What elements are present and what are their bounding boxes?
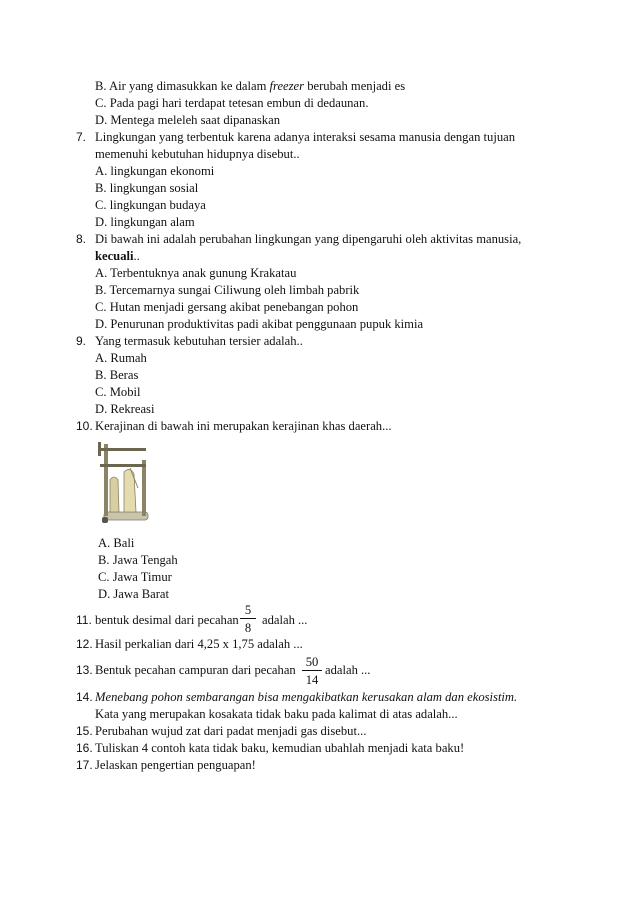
q17-number: 17. bbox=[76, 758, 93, 772]
q7-number: 7. bbox=[76, 130, 87, 144]
q11-denominator: 8 bbox=[244, 621, 252, 635]
q8-question-end: .. bbox=[133, 249, 140, 263]
q9-option-a: A. Rumah bbox=[95, 351, 147, 365]
q11-question: bentuk desimal dari pecahan bbox=[95, 613, 239, 627]
q6-option-b bbox=[95, 79, 405, 94]
q9-number: 9. bbox=[76, 334, 87, 348]
q15-number: 15. bbox=[76, 724, 93, 738]
q12-number: 12. bbox=[76, 637, 93, 651]
q6-option-b-text: B. Air yang dimasukkan ke dalam bbox=[95, 79, 270, 93]
q10-option-b: B. Jawa Tengah bbox=[98, 553, 178, 567]
q7-question-line1: Lingkungan yang terbentuk karena adanya interaksi sesama manusia dengan tujuan bbox=[95, 130, 515, 144]
angklung-pole-right bbox=[142, 460, 146, 516]
q16-number: 16. bbox=[76, 741, 93, 755]
q8-option-a: A. Terbentuknya anak gunung Krakatau bbox=[95, 266, 297, 280]
q15-question: Perubahan wujud zat dari padat menjadi gas disebut... bbox=[95, 724, 367, 738]
angklung-bar-top bbox=[100, 448, 146, 451]
q11-number: 11. bbox=[76, 613, 92, 627]
q16-question: Tuliskan 4 contoh kata tidak baku, kemudian ubahlah menjadi kata baku! bbox=[95, 741, 465, 755]
q7-option-c: C. lingkungan budaya bbox=[95, 198, 206, 212]
q13-denominator: 14 bbox=[305, 673, 319, 687]
q13-question-end: adalah ... bbox=[325, 663, 371, 677]
q17-question: Jelaskan pengertian penguapan! bbox=[95, 758, 256, 772]
q8-option-c: C. Hutan menjadi gersang akibat penebangan pohon bbox=[95, 300, 359, 314]
q11-numerator: 5 bbox=[244, 603, 252, 617]
q7-option-a: A. lingkungan ekonomi bbox=[95, 164, 215, 178]
q13-numerator: 50 bbox=[305, 655, 319, 669]
q13-question: Bentuk pecahan campuran dari pecahan bbox=[95, 663, 296, 677]
angklung-pole-left bbox=[104, 444, 108, 516]
q11-fraction-bar bbox=[240, 618, 256, 619]
q10-option-a: A. Bali bbox=[98, 536, 135, 550]
q10-question: Kerajinan di bawah ini merupakan kerajinan khas daerah... bbox=[95, 419, 392, 433]
angklung-base-end bbox=[102, 517, 108, 523]
q13-number: 13. bbox=[76, 663, 93, 677]
q9-option-b: B. Beras bbox=[95, 368, 139, 382]
q8-number: 8. bbox=[76, 232, 87, 246]
q8-kecuali: kecuali bbox=[95, 249, 134, 263]
q6-option-d: D. Mentega meleleh saat dipanaskan bbox=[95, 113, 280, 127]
q6-option-c: C. Pada pagi hari terdapat tetesan embun di dedaunan. bbox=[95, 96, 369, 110]
q7-option-d: D. lingkungan alam bbox=[95, 215, 195, 229]
q10-option-c: C. Jawa Timur bbox=[98, 570, 172, 584]
q8-option-d: D. Penurunan produktivitas padi akibat penggunaan pupuk kimia bbox=[95, 317, 424, 331]
q10-number: 10. bbox=[76, 419, 93, 433]
q9-option-c: C. Mobil bbox=[95, 385, 141, 399]
q9-question: Yang termasuk kebutuhan tersier adalah.. bbox=[95, 334, 303, 348]
q14-question: Kata yang merupakan kosakata tidak baku pada kalimat di atas adalah... bbox=[95, 707, 458, 721]
q14-sentence: Menebang pohon sembarangan bisa mengakibatkan kerusakan alam dan ekosistim. bbox=[95, 690, 518, 704]
angklung-image bbox=[94, 438, 154, 530]
q8-question-line1: Di bawah ini adalah perubahan lingkungan yang dipengaruhi oleh aktivitas manusia, bbox=[95, 232, 522, 246]
q7-option-b: B. lingkungan sosial bbox=[95, 181, 199, 195]
q10-option-d: D. Jawa Barat bbox=[98, 587, 169, 601]
angklung-tube-2 bbox=[124, 469, 136, 512]
angklung-bar-middle bbox=[100, 464, 146, 467]
angklung-base bbox=[104, 512, 148, 520]
angklung-tie bbox=[98, 442, 101, 456]
q14-number: 14. bbox=[76, 690, 93, 704]
q8-option-b: B. Tercemarnya sungai Ciliwung oleh limbah pabrik bbox=[95, 283, 360, 297]
q13-fraction-bar bbox=[302, 670, 322, 671]
angklung-tube-1 bbox=[110, 477, 119, 512]
q8-question-line2 bbox=[95, 249, 140, 264]
q6-option-b-text-end: berubah menjadi es bbox=[304, 79, 406, 93]
q9-option-d: D. Rekreasi bbox=[95, 402, 155, 416]
q12-question: Hasil perkalian dari 4,25 x 1,75 adalah ... bbox=[95, 637, 303, 651]
q11-question-end: adalah ... bbox=[262, 613, 308, 627]
q6-option-b-italic: freezer bbox=[269, 79, 305, 93]
q7-question-line2: memenuhi kebutuhan hidupnya disebut.. bbox=[95, 147, 300, 161]
